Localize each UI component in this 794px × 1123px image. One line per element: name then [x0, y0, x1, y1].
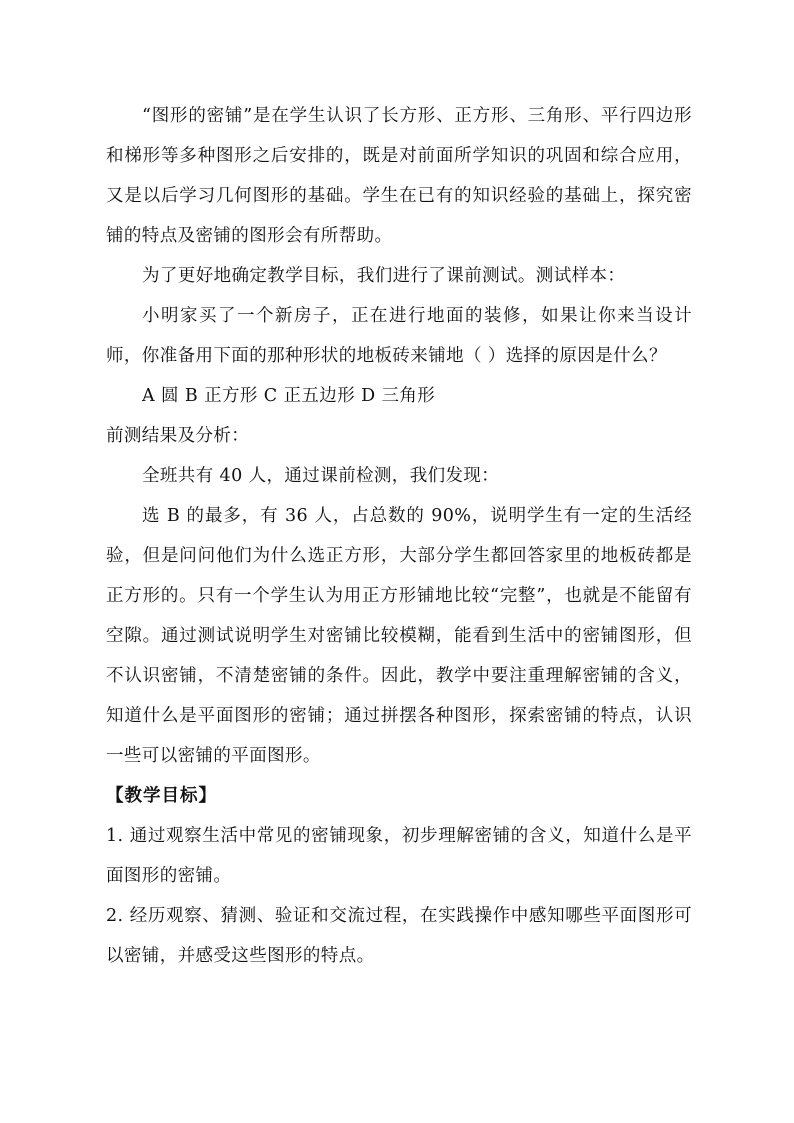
pretest-options-paragraph: A 圆 B 正方形 C 正五边形 D 三角形 [142, 386, 436, 406]
intro-paragraph: “图形的密铺”是在学生认识了长方形、正方形、三角形、平行四边形和梯形等多种图形之后安排的，既是对前面所学知识的巩固和综合应用，又是以后学习几何图形的基础。学生在已有的知识经验的基础上，探究密铺的特点及密铺的图形会有所帮助。 [106, 106, 692, 246]
class-size-paragraph: 全班共有 40 人，通过课前检测，我们发现： [142, 466, 500, 486]
pretest-results-label: 前测结果及分析： [106, 426, 250, 446]
teaching-goals-heading: 【教学目标】 [106, 786, 217, 806]
analysis-paragraph: 选 B 的最多，有 36 人，占总数的 90%，说明学生有一定的生活经验，但是问问他们为什么选正方形，大部分学生都回答家里的地板砖都是正方形的。只有一个学生认为用正方形铺地比较“完整”，也就是不能留有空隙。通过测试说明学生对密铺比较模糊，能看到生活中的密铺图形，但不认识密铺，不清楚密铺的条件。因此，教学中要注重理解密铺的含义，知道什么是平面图形的密铺；通过拼摆各种图形，探索密铺的特点，认识一些可以密铺的平面图形。 [106, 506, 692, 766]
pretest-question-paragraph: 小明家买了一个新房子，正在进行地面的装修，如果让你来当设计师，你准备用下面的那种形状的地板砖来铺地（ ）选择的原因是什么？ [106, 306, 692, 366]
goal-item-2: 2. 经历观察、猜测、验证和交流过程，在实践操作中感知哪些平面图形可以密铺，并感受这些图形的特点。 [106, 906, 692, 966]
goal-item-1: 1. 通过观察生活中常见的密铺现象，初步理解密铺的含义，知道什么是平面图形的密铺。 [106, 826, 692, 886]
document-body [106, 96, 692, 976]
pretest-intro-paragraph: 为了更好地确定教学目标，我们进行了课前测试。测试样本： [142, 266, 626, 286]
